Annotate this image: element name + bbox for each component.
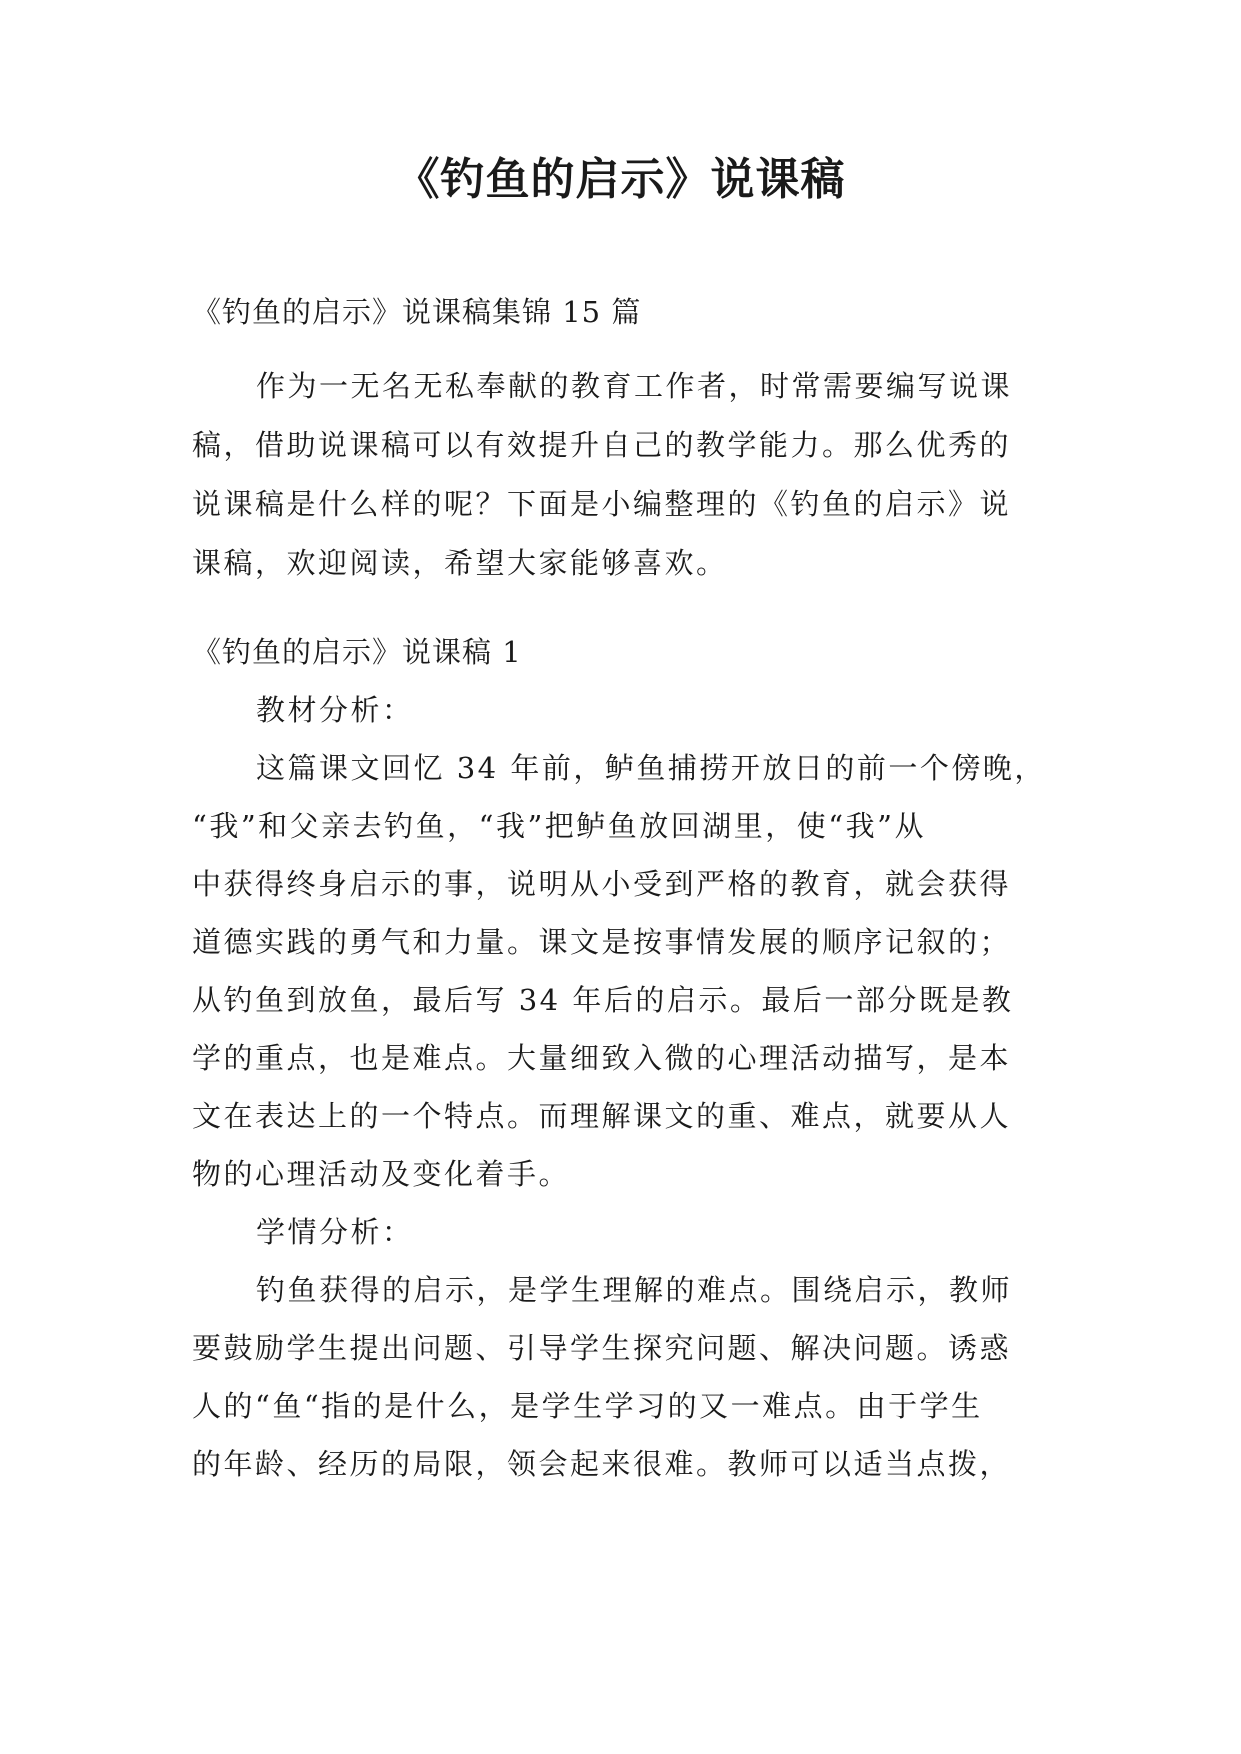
textbook-line: “我”和父亲去钓鱼，“我”把鲈鱼放回湖里，使“我”从	[192, 809, 926, 843]
section-heading: 《钓鱼的启示》说课稿 1	[192, 635, 522, 669]
textbook-line: 物的心理活动及变化着手。	[192, 1157, 571, 1191]
learner-line: 要鼓励学生提出问题、引导学生探究问题、解决问题。诱惑	[192, 1331, 1012, 1365]
learner-line: 人的“鱼“指的是什么，是学生学习的又一难点。由于学生	[192, 1389, 983, 1423]
textbook-line: 学的重点，也是难点。大量细致入微的心理活动描写，是本	[192, 1041, 1012, 1075]
textbook-line: 道德实践的勇气和力量。课文是按事情发展的顺序记叙的；	[192, 925, 1012, 959]
learner-line: 的年龄、经历的局限，领会起来很难。教师可以适当点拨，	[192, 1447, 1012, 1481]
textbook-line: 这篇课文回忆 34 年前，鲈鱼捕捞开放日的前一个傍晚，	[256, 751, 1046, 785]
learner-line: 钓鱼获得的启示，是学生理解的难点。围绕启示，教师	[256, 1273, 1013, 1307]
intro-line: 课稿，欢迎阅读，希望大家能够喜欢。	[192, 546, 728, 580]
collection-subtitle: 《钓鱼的启示》说课稿集锦 15 篇	[192, 295, 642, 329]
intro-line: 稿，借助说课稿可以有效提升自己的教学能力。那么优秀的	[192, 428, 1012, 462]
document-title: 《钓鱼的启示》说课稿	[395, 154, 846, 205]
textbook-line: 中获得终身启示的事，说明从小受到严格的教育，就会获得	[192, 867, 1012, 901]
textbook-line: 从钓鱼到放鱼，最后写 34 年后的启示。最后一部分既是教	[192, 983, 1014, 1017]
textbook-line: 文在表达上的一个特点。而理解课文的重、难点，就要从人	[192, 1099, 1012, 1133]
intro-line: 说课稿是什么样的呢？下面是小编整理的《钓鱼的启示》说	[192, 487, 1012, 521]
intro-line: 作为一无名无私奉献的教育工作者，时常需要编写说课	[256, 369, 1013, 403]
textbook-analysis-heading: 教材分析：	[256, 693, 414, 727]
learner-analysis-heading: 学情分析：	[256, 1215, 414, 1249]
